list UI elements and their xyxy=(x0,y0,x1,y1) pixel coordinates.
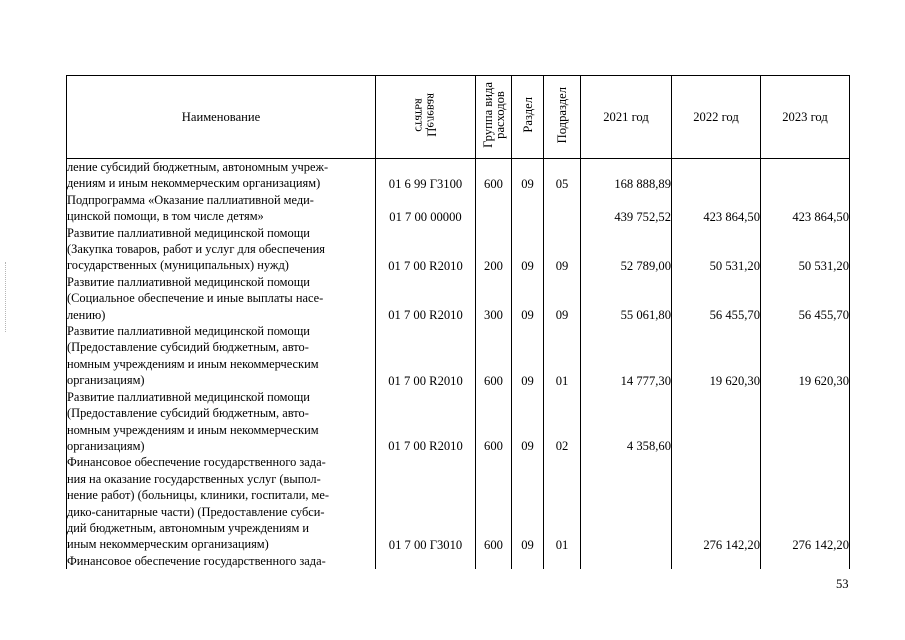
row-name-line: государственных (муниципальных) нужд) xyxy=(67,258,289,273)
header-section xyxy=(512,76,544,159)
row-name-line: Развитие паллиативной медицинской помощи xyxy=(67,324,310,339)
row-expense-group: 200 xyxy=(476,225,512,274)
row-name-line: Развитие паллиативной медицинской помощи xyxy=(67,389,310,404)
row-name-line: (Закупка товаров, работ и услуг для обеспечения xyxy=(67,242,325,257)
row-target-code xyxy=(376,553,476,569)
row-name-line: дий бюджетным, автономным учреждениям и xyxy=(67,520,310,535)
row-name-cell xyxy=(67,192,376,225)
row-subsection: 09 xyxy=(544,225,581,274)
row-name-cell xyxy=(67,274,376,323)
row-amount-2023: 50 531,20 xyxy=(761,225,850,274)
row-expense-group: 300 xyxy=(476,274,512,323)
row-name-line: Развитие паллиативной медицинской помощи xyxy=(67,274,310,289)
row-name-line: нение работ) (больницы, клиники, госпитали, ме- xyxy=(67,488,329,503)
row-amount-2022: 276 142,20 xyxy=(672,454,761,552)
row-amount-2022: 56 455,70 xyxy=(672,274,761,323)
row-name-line: Подпрограмма «Оказание паллиативной меди- xyxy=(67,192,314,207)
row-section: 09 xyxy=(512,225,544,274)
row-subsection xyxy=(544,192,581,225)
row-amount-2022: 50 531,20 xyxy=(672,225,761,274)
row-name-cell xyxy=(67,323,376,389)
row-subsection: 01 xyxy=(544,454,581,552)
row-section xyxy=(512,192,544,225)
header-name-label: Наименование xyxy=(181,109,261,124)
row-name-line: Финансовое обеспечение государственного зада- xyxy=(67,455,326,470)
table-body xyxy=(67,159,850,570)
row-name-line: (Социальное обеспечение и иные выплаты насе- xyxy=(67,291,324,306)
row-name-cell xyxy=(67,553,376,569)
row-name-line: Развитие паллиативной медицинской помощи xyxy=(67,225,310,240)
table-row xyxy=(67,323,850,389)
row-name-cell xyxy=(67,454,376,552)
row-subsection: 02 xyxy=(544,389,581,455)
scan-margin-mark xyxy=(5,262,6,332)
table-header xyxy=(67,76,850,159)
header-target-article-label xyxy=(414,93,438,137)
row-amount-2022 xyxy=(672,159,761,192)
row-target-code: 01 7 00 Г3010 xyxy=(376,454,476,552)
header-target-article xyxy=(376,76,476,159)
row-section: 09 xyxy=(512,454,544,552)
row-amount-2021: 55 061,80 xyxy=(581,274,672,323)
row-subsection xyxy=(544,553,581,569)
header-expense-group xyxy=(476,76,512,159)
row-amount-2023 xyxy=(761,159,850,192)
row-subsection: 01 xyxy=(544,323,581,389)
table-row xyxy=(67,225,850,274)
header-target-line1: Целевая xyxy=(424,93,439,137)
row-target-code: 01 7 00 R2010 xyxy=(376,323,476,389)
header-2023 xyxy=(761,76,850,159)
row-target-code: 01 6 99 Г3100 xyxy=(376,159,476,192)
table-row xyxy=(67,553,850,569)
header-target-line2: статья xyxy=(412,98,427,132)
row-expense-group xyxy=(476,192,512,225)
row-amount-2023: 19 620,30 xyxy=(761,323,850,389)
row-name-line: Финансовое обеспечение государственного зада- xyxy=(67,553,326,568)
table-row xyxy=(67,159,850,192)
header-2021 xyxy=(581,76,672,159)
row-amount-2022: 423 864,50 xyxy=(672,192,761,225)
row-name-cell xyxy=(67,159,376,192)
row-name-line: иным некоммерческим организациям) xyxy=(67,537,269,552)
row-name-cell xyxy=(67,225,376,274)
header-section-label: Раздел xyxy=(520,97,535,133)
row-amount-2021: 14 777,30 xyxy=(581,323,672,389)
row-amount-2022: 19 620,30 xyxy=(672,323,761,389)
row-target-code: 01 7 00 R2010 xyxy=(376,389,476,455)
row-name-line: организациям) xyxy=(67,438,145,453)
row-section: 09 xyxy=(512,159,544,192)
table-row xyxy=(67,389,850,455)
header-subsection xyxy=(544,76,581,159)
row-name-line: номным учреждениям и иным некоммерческим xyxy=(67,422,319,437)
header-subsection-label: Подраздел xyxy=(555,86,569,144)
row-expense-group xyxy=(476,553,512,569)
row-amount-2023: 276 142,20 xyxy=(761,454,850,552)
row-name-line: (Предоставление субсидий бюджетным, авто- xyxy=(67,406,309,421)
row-name-line: дико-санитарные части) (Предоставление субси- xyxy=(67,504,325,519)
row-subsection: 05 xyxy=(544,159,581,192)
row-name-line: дениям и иным некоммерческим организациям) xyxy=(67,176,321,191)
row-section: 09 xyxy=(512,323,544,389)
table-row xyxy=(67,274,850,323)
header-expense-group-label xyxy=(482,82,506,148)
header-2021-label: 2021 год xyxy=(603,109,649,124)
row-amount-2021 xyxy=(581,454,672,552)
row-amount-2021 xyxy=(581,553,672,569)
row-amount-2023: 423 864,50 xyxy=(761,192,850,225)
row-amount-2023 xyxy=(761,553,850,569)
row-section: 09 xyxy=(512,274,544,323)
row-amount-2021: 439 752,52 xyxy=(581,192,672,225)
row-amount-2021: 4 358,60 xyxy=(581,389,672,455)
row-amount-2022 xyxy=(672,553,761,569)
row-name-cell xyxy=(67,389,376,455)
header-2022 xyxy=(672,76,761,159)
row-amount-2022 xyxy=(672,389,761,455)
table-row xyxy=(67,192,850,225)
row-name-line: лению) xyxy=(67,307,106,322)
row-expense-group: 600 xyxy=(476,389,512,455)
row-target-code: 01 7 00 00000 xyxy=(376,192,476,225)
row-target-code: 01 7 00 R2010 xyxy=(376,225,476,274)
header-expense-line1: Группа вида xyxy=(480,82,495,148)
row-amount-2023 xyxy=(761,389,850,455)
row-amount-2021: 52 789,00 xyxy=(581,225,672,274)
row-subsection: 09 xyxy=(544,274,581,323)
budget-table xyxy=(66,75,850,569)
row-target-code: 01 7 00 R2010 xyxy=(376,274,476,323)
row-name-line: номным учреждениям и иным некоммерческим xyxy=(67,356,319,371)
header-expense-line2: расходов xyxy=(492,91,507,139)
table-row xyxy=(67,454,850,552)
row-amount-2021: 168 888,89 xyxy=(581,159,672,192)
row-name-line: ление субсидий бюджетным, автономным учреж- xyxy=(67,160,329,174)
row-name-line: ния на оказание государственных услуг (выпол- xyxy=(67,471,321,486)
row-section xyxy=(512,553,544,569)
header-name xyxy=(67,76,376,159)
row-section: 09 xyxy=(512,389,544,455)
header-2022-label: 2022 год xyxy=(693,109,739,124)
row-name-line: (Предоставление субсидий бюджетным, авто- xyxy=(67,340,309,355)
row-expense-group: 600 xyxy=(476,159,512,192)
row-name-line: организациям) xyxy=(67,373,145,388)
row-name-line: цинской помощи, в том числе детям» xyxy=(67,209,264,224)
row-amount-2023: 56 455,70 xyxy=(761,274,850,323)
header-2023-label: 2023 год xyxy=(782,109,828,124)
page-number: 53 xyxy=(836,577,849,591)
row-expense-group: 600 xyxy=(476,454,512,552)
row-expense-group: 600 xyxy=(476,323,512,389)
